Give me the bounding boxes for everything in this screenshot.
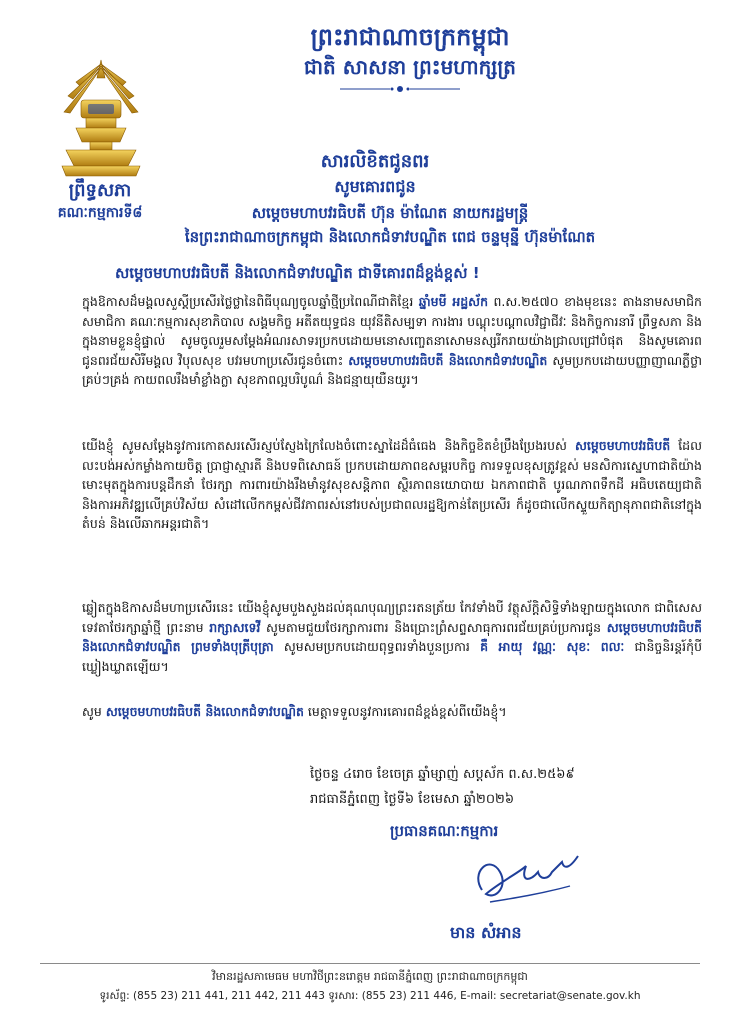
signer-title: ប្រធានគណៈកម្មការ bbox=[390, 822, 499, 840]
footer-address: វិមានរដ្ឋសភាមេធម មហាវិថីព្រះនរោត្តម រាជធានីភ្នំពេញ ព្រះរាជាណាចក្រកម្ពុជា bbox=[212, 970, 528, 983]
highlighted-text: សម្តេចមហាបវរធិបតី និងលោកជំទាវបណ្ឌិត ព្រមទាំងបុត្រីបុត្រា bbox=[82, 619, 702, 654]
national-motto: ជាតិ សាសនា ព្រះមហាក្សត្រ bbox=[304, 55, 516, 79]
body-text: ដែលលះបង់អស់កម្លាំងកាយចិត្ត ប្រាជ្ញាស្មារតី និងបទពិសោធន៍ ប្រកបដោយភាពឧសម្ពរបកិច្ច ការទទួលខុសត្រូវខ្ពស់ មនសិការស្នេហាជាតិយ៉ាងមោះមុតក្នុងការបន្តដឹកនាំ ថែរក្សា ការពារយ៉ាងរឹងមាំនូវសុខសន្តិភាព ស្ថិរភាពនយោបាយ ឯកភាពជាតិ បូរណភាពទឹកដី អធិបតេយ្យជាតិ និងការអភិវឌ្ឍលើគ្រប់វិស័យ សំដៅលើកកម្ពស់ជីវភាពរស់នៅរបស់ប្រជាពលរដ្ឋឱ្យកាន់តែប្រសើរ ក៏ដូចជាលើកស្ទួយកិត្យានុភាពជាតិនៅក្នុងតំបន់ និងលើឆាកអន្តរជាតិ។ bbox=[82, 438, 702, 531]
kingdom-heading: ព្រះរាជាណាចក្រកម្ពុជា bbox=[310, 22, 510, 51]
recipient-line-2: នៃព្រះរាជាណាចក្រកម្ពុជា និងលោកជំទាវបណ្ឌិត ពេជ ចន្ទមុន្នី ហ៊ុនម៉ាណែត bbox=[184, 228, 596, 246]
body-text: យើងខ្ញុំ សូមសម្តែងនូវការកោតសរសើរស្ញប់ស្ញែងក្រៃលែងចំពោះស្នាដៃដ៏ធំធេង និងកិច្ចខិតខំប្រឹងប្រែងរបស់ bbox=[82, 438, 575, 453]
highlighted-text: សម្តេចមហាបវរធិបតី bbox=[574, 438, 671, 453]
divider-ornament-icon bbox=[340, 84, 460, 94]
paragraph-2 bbox=[82, 436, 702, 594]
highlighted-text: គឺ អាយុ វណ្ណៈ សុខៈ ពលៈ bbox=[480, 639, 625, 654]
paragraph-3 bbox=[82, 598, 702, 698]
organization-name: ព្រឹទ្ធសភា bbox=[68, 180, 132, 201]
body-text: ឆ្លៀតក្នុងឱកាសដ៏មហាប្រសើរនេះ យើងខ្ញុំសូមបួងសួងដល់គុណបុណ្យព្រះរតនត្រ័យ កែវទាំងបី វត្ថុស័ក្តិសិទ្ធិទាំងឡាយក្នុងលោក ជាពិសេសទេវតាថែរក្សាឆ្នាំថ្មី ព្រះនាម bbox=[82, 600, 702, 635]
body-text: ក្នុងឱកាសដ៏មង្គលសួស្តីប្រសើរថ្លៃថ្លានៃពិធីបុណ្យចូលឆ្នាំថ្មីប្រពៃណីជាតិខ្មែរ bbox=[82, 294, 419, 309]
committee-name: គណៈកម្មការទី៨ bbox=[57, 205, 143, 221]
footer-divider bbox=[40, 963, 700, 964]
highlighted-text: សម្តេចមហាបវរធិបតី និងលោកជំទាវបណ្ឌិត bbox=[348, 352, 548, 368]
senate-emblem-icon bbox=[56, 56, 146, 180]
signature-icon bbox=[460, 842, 590, 912]
document-type: សារលិខិតជូនពរ bbox=[320, 151, 430, 172]
lunar-date: ថ្ងៃចន្ទ ៤រោច ខែចេត្រ ឆ្នាំម្សាញ់ សប្តស័ក ព.ស.២៥៦៩ bbox=[310, 767, 575, 782]
paragraph-4 bbox=[82, 702, 702, 744]
body-text: ជានិច្ចនិរន្តរ៍កុំបីឃ្លៀងឃ្លាតឡើយ។ bbox=[82, 639, 702, 674]
greeting-line: សូមគោរពជូន bbox=[334, 177, 416, 196]
highlighted-text: ឆ្នាំមមី អដ្ឋស័ក bbox=[418, 294, 489, 309]
body-text: សូម bbox=[82, 704, 106, 719]
solar-date: រាជធានីភ្នំពេញ ថ្ងៃទី៦ ខែមេសា ឆ្នាំ២០២៦ bbox=[310, 792, 515, 807]
highlighted-text: សម្តេចមហាបវរធិបតី និងលោកជំទាវបណ្ឌិត bbox=[105, 704, 304, 719]
footer-contact: ទូរស័ព្ទ: (855 23) 211 441, 211 442, 211 443 ទូរសារ: (855 23) 211 446, E-mail: secretariat@senate.gov.kh bbox=[99, 990, 641, 1002]
recipient-line-1: សម្តេចមហាបវរធិបតី ហ៊ុន ម៉ាណែត នាយករដ្ឋមន្ត្រី bbox=[251, 204, 529, 222]
body-text: មេត្តាទទួលនូវការគោរពដ៏ខ្ពង់ខ្ពស់ពីយើងខ្ញុំ។ bbox=[303, 704, 507, 719]
highlighted-text: រាក្សាសទេវី bbox=[209, 619, 261, 635]
body-text: សូមសមប្រកបដោយពុទ្ធពរទាំងបួនប្រការ bbox=[273, 639, 481, 654]
paragraph-1 bbox=[82, 292, 702, 432]
signer-name: មាន សំអាន bbox=[450, 923, 522, 942]
salutation: សម្តេចមហាបវរធិបតី និងលោកជំទាវបណ្ឌិត ជាទីគោរពដ៏ខ្ពង់ខ្ពស់ ! bbox=[115, 264, 480, 282]
body-text: ព.ស.២៥៧០ ខាងមុខនេះ តាងនាមសមាជិក សមាជិកា គណៈកម្មការសុខាភិបាល សង្គមកិច្ច អតីតយុទ្ធជន យុវនីតិសម្បទា ការងារ បណ្តុះបណ្តាលវិជ្ជាជីវៈ និងកិច្ចការនារី ព្រឹទ្ធសភា និងក្នុងនាមខ្លួនខ្ញុំផ្ទាល់ សូមចូលរួមសម្តែងអំណរសាទរប្រកបដោយមនោសញ្ចេតនាសោមនស្សរីករាយយ៉ាងជ្រាលជ្រៅបំផុត និងសូមគោរពជូនពរជ័យសិរីមង្គល វិបុលសុខ បវរមហាប្រសើរជូនចំពោះ bbox=[82, 294, 702, 368]
body-text: សូមតាមជួយថែរក្សាការពារ និងប្រោះព្រំសព្ទសាធុការពរជ័យគ្រប់ប្រការជូន bbox=[260, 619, 607, 635]
body-text: សូមប្រកបដោយបញ្ញាញាណភ្លឺថ្លាគ្រប់ៗគ្រង់ កាយពលរឹងមាំខ្លាំងក្លា សុខភាពល្អបរិបូណ៌ និងជន្មាយុយឺនយូរ។ bbox=[82, 352, 702, 387]
